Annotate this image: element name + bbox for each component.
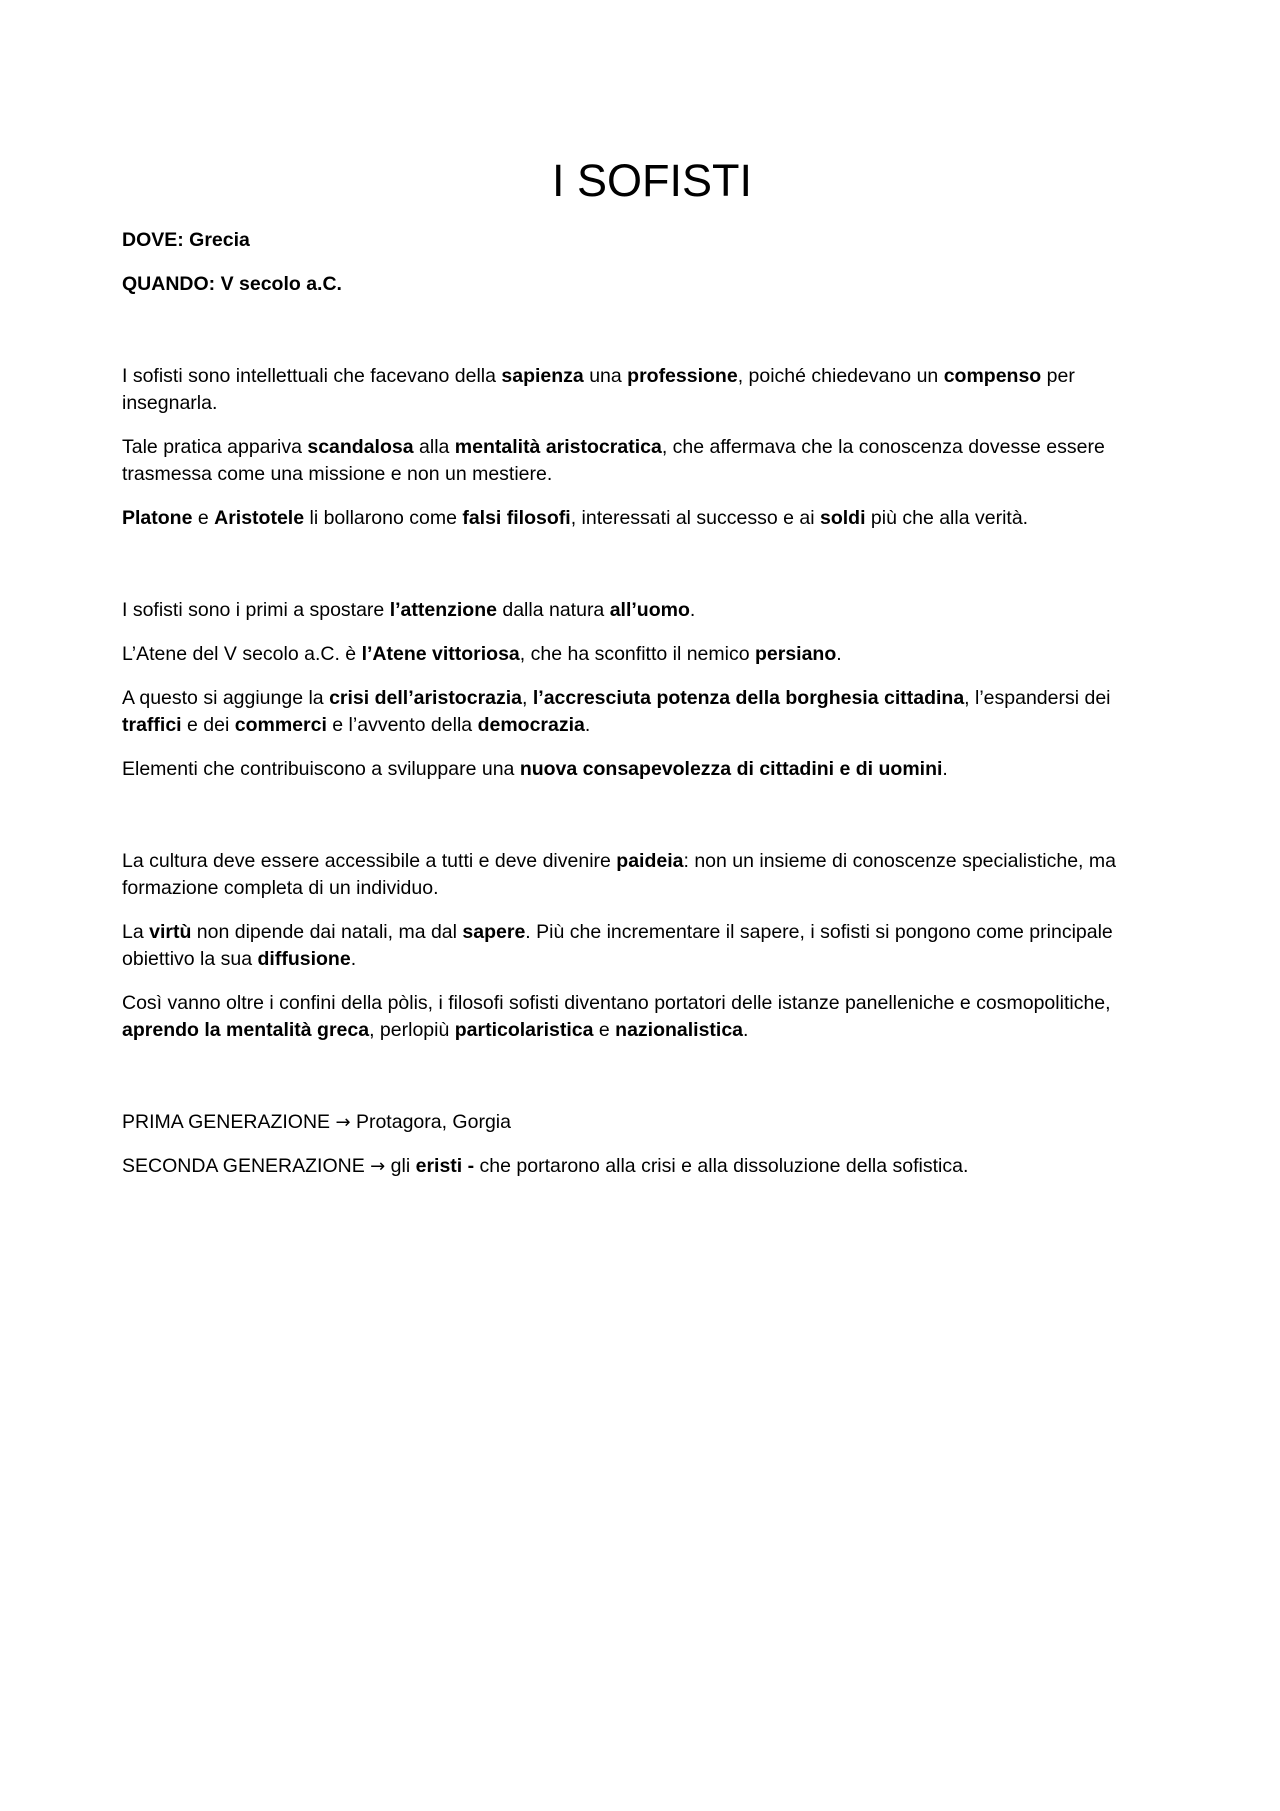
- bold-run: l’attenzione: [389, 599, 497, 621]
- text-run: , che ha sconfitto il nemico: [519, 643, 755, 665]
- text-run: e: [593, 1019, 616, 1041]
- page-title: I SOFISTI: [551, 155, 753, 206]
- bold-run: aprendo la mentalità greca: [122, 1019, 370, 1041]
- bold-run: falsi filosofi: [462, 507, 571, 529]
- paragraph-5: [122, 641, 1162, 668]
- bold-run: particolaristica: [454, 1019, 594, 1041]
- text-run: e l’avvento della: [326, 714, 478, 736]
- text-run: , l’espandersi dei: [964, 687, 1111, 709]
- text-run: I sofisti sono intellettuali che facevano della: [122, 365, 502, 387]
- bold-run: nazionalistica: [615, 1019, 744, 1041]
- bold-run: commerci: [234, 714, 327, 736]
- bold-run: democrazia: [477, 714, 585, 736]
- quando-line: QUANDO: V secolo a.C.: [122, 273, 342, 295]
- text-run: .: [836, 643, 842, 665]
- text-run: La: [122, 921, 150, 943]
- text-run: e: [192, 507, 215, 529]
- text-run: e dei: [181, 714, 235, 736]
- bold-run: paideia: [616, 850, 684, 872]
- text-run: Elementi che contribuiscono a sviluppare una: [122, 758, 520, 780]
- bold-run: scandalosa: [307, 436, 414, 458]
- paragraph-8: [122, 848, 1162, 902]
- bold-run: soldi: [819, 507, 866, 529]
- text-run: dalla natura: [496, 599, 610, 621]
- text-run: , interessati al successo e ai: [570, 507, 820, 529]
- bold-run: persiano: [754, 643, 837, 665]
- text-run: li bollarono come: [304, 507, 463, 529]
- bold-run: mentalità aristocratica: [454, 436, 662, 458]
- text-run: non dipende dai natali, ma dal: [191, 921, 463, 943]
- paragraph-3: [122, 505, 1162, 532]
- generation-2-eristi: eristi -: [415, 1155, 475, 1177]
- text-run: , poiché chiedevano un: [737, 365, 944, 387]
- generation-2-pre: gli: [385, 1155, 416, 1177]
- arrow-right-icon: →: [370, 1156, 386, 1177]
- text-run: più che alla verità.: [865, 507, 1029, 529]
- text-run: : non un insieme di conoscenze specialistiche, ma formazione completa di un individuo.: [122, 850, 1116, 899]
- generation-1-line: [122, 1109, 1162, 1136]
- generation-2-label: SECONDA GENERAZIONE: [122, 1155, 371, 1177]
- text-run: L’Atene del V secolo a.C. è: [122, 643, 362, 665]
- text-run: Tale pratica appariva: [122, 436, 308, 458]
- bold-run: professione: [627, 365, 738, 387]
- text-run: I sofisti sono i primi a spostare: [122, 599, 390, 621]
- bold-run: sapienza: [501, 365, 584, 387]
- bold-run: l’accresciuta potenza della borghesia cittadina: [532, 687, 965, 709]
- document-page: [122, 150, 1162, 1180]
- bold-run: virtù: [149, 921, 192, 943]
- generation-2-line: [122, 1153, 1162, 1180]
- bold-run: compenso: [943, 365, 1042, 387]
- text-run: una: [583, 365, 628, 387]
- text-run: alla: [413, 436, 455, 458]
- text-run: .: [942, 758, 948, 780]
- bold-run: all’uomo: [609, 599, 690, 621]
- paragraph-6: [122, 685, 1162, 739]
- dove-line: DOVE: Grecia: [122, 229, 250, 251]
- bold-run: Platone: [122, 507, 193, 529]
- text-run: .: [350, 948, 357, 970]
- bold-run: diffusione: [257, 948, 351, 970]
- text-run: , perlopiù: [369, 1019, 455, 1041]
- text-run: . Più che incrementare il sapere, i sofisti si pongono come principale obiettivo la sua: [122, 921, 1113, 970]
- generation-1-label: PRIMA GENERAZIONE: [122, 1111, 336, 1133]
- text-run: per insegnarla.: [122, 365, 1075, 414]
- paragraph-2: [122, 434, 1162, 488]
- bold-run: crisi dell’aristocrazia: [329, 687, 523, 709]
- generation-2-rest: che portarono alla crisi e alla dissoluzione della sofistica.: [474, 1155, 969, 1177]
- text-run: .: [743, 1019, 749, 1041]
- bold-run: l’Atene vittoriosa: [361, 643, 520, 665]
- text-run: , che affermava che la conoscenza dovesse essere trasmessa come una missione e non un mestiere.: [122, 436, 1105, 485]
- generation-1-members: Protagora, Gorgia: [350, 1111, 511, 1133]
- text-run: ,: [522, 687, 533, 709]
- bold-run: sapere: [462, 921, 526, 943]
- bold-run: Aristotele: [214, 507, 305, 529]
- paragraph-7: [122, 756, 1162, 783]
- bold-run: nuova consapevolezza di cittadini e di uomini: [519, 758, 943, 780]
- bold-run: traffici: [122, 714, 182, 736]
- text-run: Così vanno oltre i confini della pòlis, i filosofi sofisti diventano portatori delle istanze panelleniche e cosmopolitiche,: [122, 992, 1111, 1014]
- paragraph-1: [122, 363, 1162, 417]
- arrow-right-icon: →: [335, 1112, 351, 1133]
- text-run: .: [689, 599, 696, 621]
- text-run: .: [584, 714, 591, 736]
- text-run: La cultura deve essere accessibile a tutti e deve divenire: [122, 850, 617, 872]
- paragraph-9: [122, 919, 1162, 973]
- paragraph-10: [122, 990, 1162, 1044]
- paragraph-4: [122, 597, 1162, 624]
- text-run: A questo si aggiunge la: [122, 687, 330, 709]
